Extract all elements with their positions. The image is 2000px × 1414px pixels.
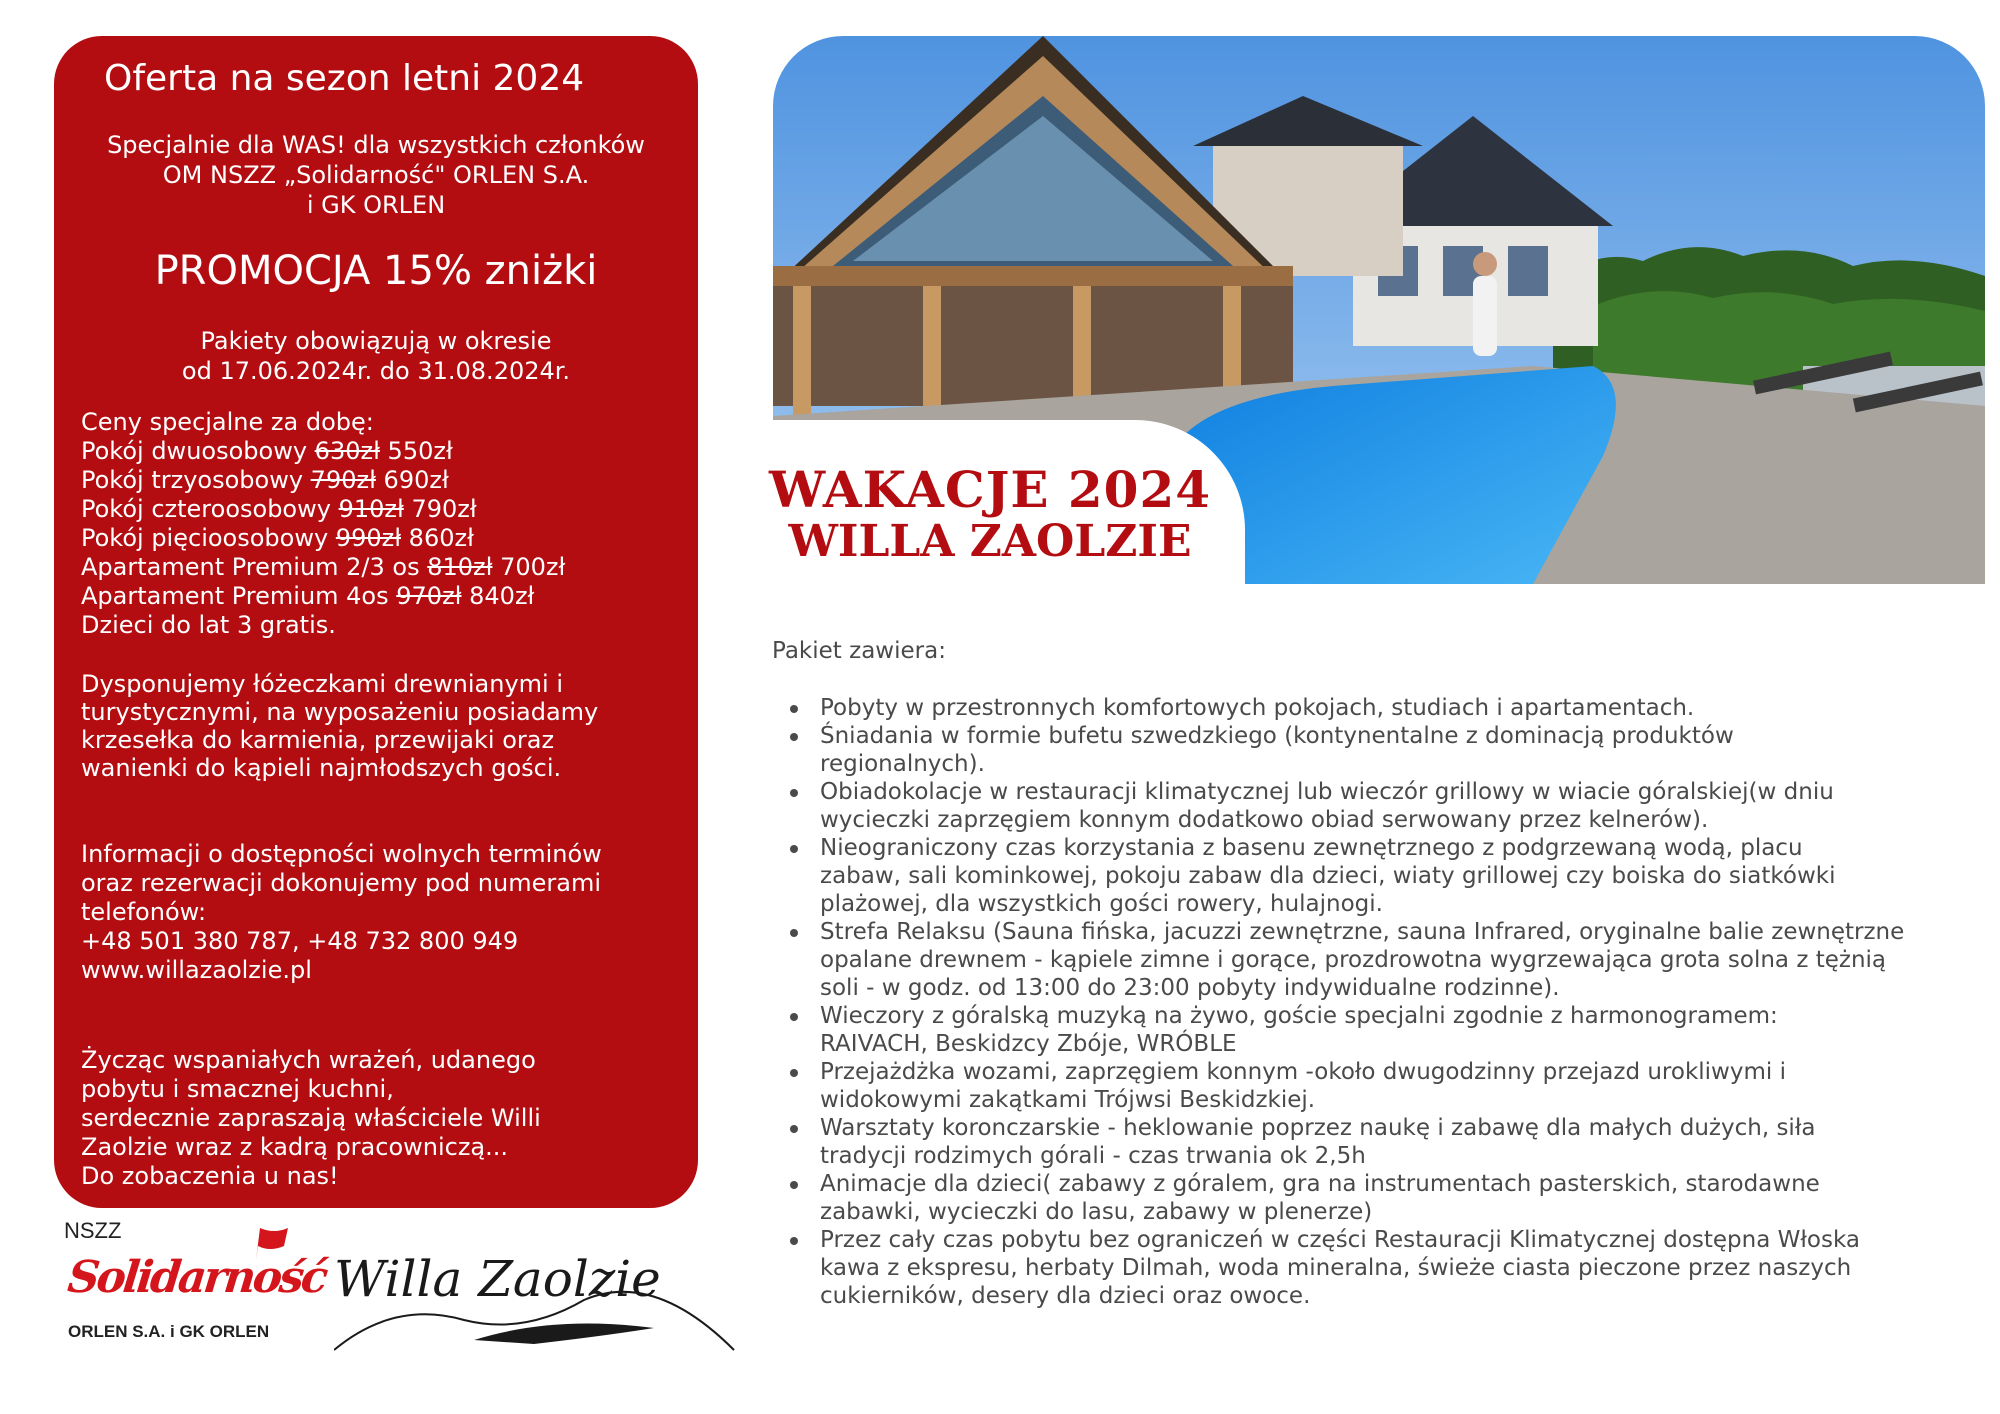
closing-wishes: Życząc wspaniałych wrażeń, udanego pobytu i smacznej kuchni, serdecznie zapraszają właściciele Willi Zaolzie wraz z kadrą pracowniczą... Do zobaczenia u nas! (81, 1046, 541, 1190)
price-row: Apartament Premium 2/3 os 810zł 700zł (81, 553, 566, 581)
headline-line1: WAKACJE 2024 (768, 460, 1212, 519)
headline-line2: WILLA ZAOLZIE (788, 516, 1192, 567)
price-row: Pokój czteroosobowy 910zł 790zł (81, 495, 477, 523)
solidarnosc-logo: NSZZ Solidarność ORLEN S.A. i GK ORLEN (64, 1218, 328, 1341)
list-item: Strefa Relaksu (Sauna fińska, jacuzzi zewnętrzne, sauna Infrared, oryginalne balie zewnętrzne opalane drewnem - kąpiele zimne i gorące, prozdrowotna wygrzewająca grota solna z tężnią soli - w godz. od 13:00 do 23:00 pobyty indywidualne rodzinne). (772, 918, 1992, 1002)
website-url: www.willazaolzie.pl (81, 956, 312, 984)
price-row: Apartament Premium 4os 970zł 840zł (81, 582, 535, 610)
price-row: Pokój dwuosobowy 630zł 550zł (81, 437, 453, 465)
willa-zaolzie-logo: Willa Zaolzie (334, 1240, 764, 1360)
list-item: Nieograniczony czas korzystania z basenu zewnętrznego z podgrzewaną wodą, placu zabaw, sali kominkowej, pokoju zabaw dla dzieci, wiaty grillowej czy boiska do siatkówki plażowej, dla wszystkich gości rowery, hulajnogi. (772, 834, 1992, 918)
list-item: Pobyty w przestronnych komfortowych pokojach, studiach i apartamentach. (772, 694, 1992, 722)
offer-title: Oferta na sezon letni 2024 (104, 58, 585, 99)
offer-panel (54, 36, 698, 1208)
list-item: Warsztaty koronczarskie - heklowanie poprzez naukę i zabawę dla małych dużych, siła tradycji rodzimych górali - czas trwania ok 2,5h (772, 1114, 1992, 1170)
price-row: Pokój trzyosobowy 790zł 690zł (81, 466, 449, 494)
package-title: Pakiet zawiera: (772, 638, 946, 664)
price-row: Pokój pięcioosobowy 990zł 860zł (81, 524, 474, 552)
booking-info: Informacji o dostępności wolnych terminów oraz rezerwacji dokonujemy pod numerami telefonów: +48 501 380 787, +48 732 800 949 www.willazaolzie.pl (81, 840, 602, 984)
list-item: Przejażdżka wozami, zaprzęgiem konnym -około dwugodzinny przejazd urokliwymi i widokowymi zakątkami Trójwsi Beskidzkiej. (772, 1058, 1992, 1114)
promo-heading: PROMOCJA 15% zniżki (154, 248, 598, 294)
price-list-title: Ceny specjalne za dobę: (81, 408, 374, 436)
list-item: Śniadania w formie bufetu szwedzkiego (kontynentalne z dominacją produktów regionalnych). (772, 722, 1992, 778)
headline (740, 460, 1240, 568)
equipment-note: Dysponujemy łóżeczkami drewnianymi i turystycznymi, na wyposażeniu posiadamy krzesełka do karmienia, przewijaki oraz wanienki do kąpieli najmłodszych gości. (81, 670, 599, 782)
package-list (772, 694, 1992, 1310)
offer-audience: Specjalnie dla WAS! dla wszystkich członków OM NSZZ „Solidarność" ORLEN S.A. i GK ORLEN (107, 131, 645, 219)
list-item: Wieczory z góralską muzyką na żywo, goście specjalni zgodnie z harmonogramem: RAIVACH, Beskidzcy Zbóje, WRÓBLE (772, 1002, 1992, 1058)
hills-icon (334, 1240, 764, 1360)
list-item: Animacje dla dzieci( zabawy z góralem, gra na instrumentach pasterskich, starodawne zabawki, wycieczki do lasu, zabawy w plenerze) (772, 1170, 1992, 1226)
phone-numbers: +48 501 380 787, +48 732 800 949 (81, 927, 519, 955)
price-list (81, 408, 565, 640)
kids-free-note: Dzieci do lat 3 gratis. (81, 611, 336, 639)
validity-period: Pakiety obowiązują w okresie od 17.06.2024r. do 31.08.2024r. (181, 327, 571, 385)
list-item: Przez cały czas pobytu bez ograniczeń w części Restauracji Klimatycznej dostępna Włoska kawa z ekspresu, herbaty Dilmah, woda mineralna, świeże ciasta pieczone przez naszych cukierników, desery dla dzieci oraz owoce. (772, 1226, 1992, 1310)
list-item: Obiadokolacje w restauracji klimatycznej lub wieczór grillowy w wiacie góralskiej(w dniu wycieczki zaprzęgiem konnym dodatkowo obiad serwowany przez kelnerów). (772, 778, 1992, 834)
